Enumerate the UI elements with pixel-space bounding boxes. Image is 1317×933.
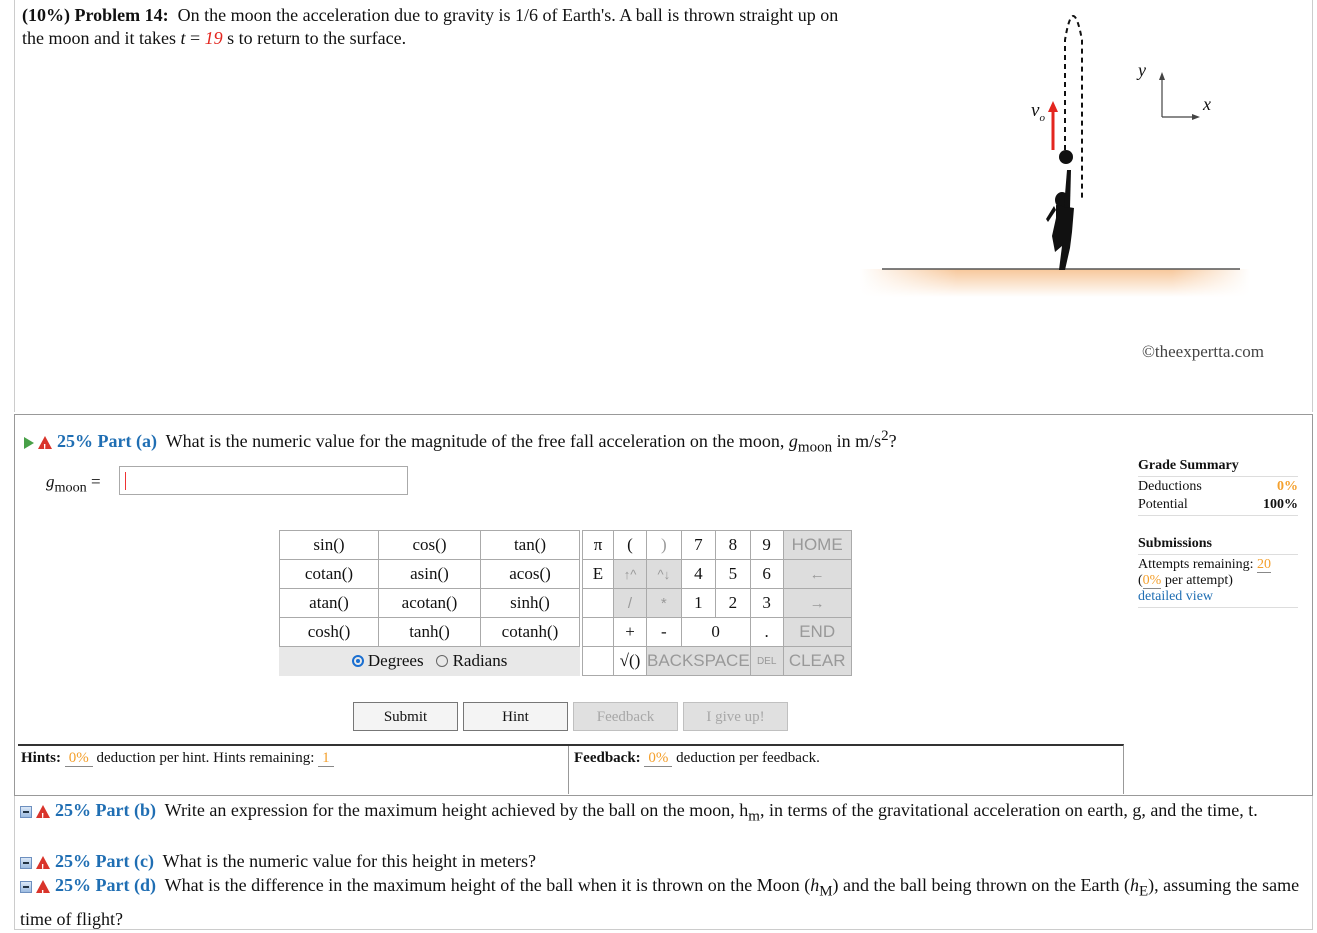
part-d-label: Part (d) [95, 875, 156, 895]
problem-weight: (10%) [22, 5, 70, 25]
pi-button[interactable]: π [583, 531, 614, 560]
left-arrow-button[interactable]: ← [783, 560, 851, 589]
expand-triangle-icon[interactable] [24, 437, 34, 449]
g-sub: moon [797, 439, 833, 456]
ball-throw-figure [860, 0, 1300, 300]
home-button[interactable]: HOME [783, 531, 851, 560]
part-a-question: What is the numeric value for the magnitude of the free fall acceleration on the moon, [165, 431, 789, 451]
backspace-button[interactable]: BACKSPACE [647, 647, 751, 676]
x-axis-label: x [1203, 94, 1211, 114]
acos-button[interactable]: acos() [481, 560, 580, 589]
problem-statement [22, 4, 842, 50]
part-a-percent: 25% [57, 431, 93, 451]
submit-button[interactable]: Submit [353, 702, 458, 731]
text-caret [125, 472, 126, 490]
digit-6-button[interactable]: 6 [750, 560, 783, 589]
radians-label: Radians [452, 651, 508, 670]
blank-key [583, 589, 614, 618]
grade-summary-title: Grade Summary [1138, 458, 1298, 477]
answer-label: $g_{moon}$ = [46, 472, 101, 496]
e-button[interactable]: E [583, 560, 614, 589]
attempts-remaining: 20 [1256, 557, 1271, 572]
feedback-text: Feedback: 0% deduction per feedback. [574, 750, 820, 766]
blank-key-2 [583, 618, 614, 647]
detailed-view-link[interactable]: detailed view [1138, 589, 1214, 604]
up-caret-button[interactable]: ↑^ [614, 560, 647, 589]
part-d: !25% Part (d) What is the difference in the maximum height of the ball when it is thrown on the Moon $(h_M)$ and the ball being thrown on the Earth $(h_E)$, assuming the same time of flight? [20, 872, 1310, 933]
give-up-button[interactable]: I give up! [683, 702, 788, 731]
hints-remaining: 1 [318, 750, 334, 767]
copyright: ©theexpertta.com [1142, 342, 1264, 361]
digit-7-button[interactable]: 7 [681, 531, 716, 560]
problem-text-1: On the moon the acceleration due to gravity is 1/6 of Earth's. A ball is thrown straight up on the moon and it takes [22, 5, 839, 48]
digit-0-button[interactable]: 0 [681, 618, 750, 647]
function-keypad [279, 530, 580, 676]
units: in m/s [832, 431, 882, 451]
right-arrow-button[interactable]: → [783, 589, 851, 618]
close-paren-button[interactable]: ) [647, 531, 682, 560]
answer-input[interactable] [119, 466, 408, 495]
minus-button[interactable]: - [647, 618, 682, 647]
end-button[interactable]: END [783, 618, 851, 647]
problem-number: Problem 14: [74, 5, 169, 25]
potential-value: 100% [1263, 497, 1298, 512]
hint-button[interactable]: Hint [463, 702, 568, 731]
digit-2-button[interactable]: 2 [716, 589, 751, 618]
part-a-label: Part (a) [97, 431, 157, 451]
remaining-parts-box [14, 796, 1313, 930]
hint-deduction: 0% [65, 750, 93, 767]
g-var: g [788, 431, 798, 451]
open-paren-button[interactable]: ( [614, 531, 647, 560]
cos-button[interactable]: cos() [379, 531, 481, 560]
digit-3-button[interactable]: 3 [750, 589, 783, 618]
radians-radio[interactable] [436, 655, 448, 667]
decimal-button[interactable]: . [750, 618, 783, 647]
blank-key-3 [583, 647, 614, 676]
cotanh-button[interactable]: cotanh() [481, 618, 580, 647]
warning-icon [38, 436, 52, 449]
cosh-button[interactable]: cosh() [280, 618, 379, 647]
divide-button[interactable]: / [614, 589, 647, 618]
t-value: 19 [204, 28, 223, 48]
digit-8-button[interactable]: 8 [716, 531, 751, 560]
t-variable: t [180, 28, 186, 48]
part-b-label: Part (b) [95, 800, 156, 820]
digit-1-button[interactable]: 1 [681, 589, 716, 618]
v0-label: $v_o$ [1031, 100, 1045, 124]
units-sup: 2 [881, 428, 889, 444]
grade-summary: Grade Summary Deductions 0% Potential 100% Submissions Attempts remaining: 20 (0% per attempt) detailed view [1138, 458, 1298, 608]
digit-5-button[interactable]: 5 [716, 560, 751, 589]
per-attempt-pct: 0% [1142, 573, 1162, 588]
digit-4-button[interactable]: 4 [681, 560, 716, 589]
thrower-figure [1046, 170, 1074, 270]
part-a-header: !25% Part (a) What is the numeric value for the magnitude of the free fall acceleration on the moon, $g_{moon}$ in $m/s^2$? [24, 424, 1124, 460]
numeric-keypad [582, 530, 852, 676]
plus-button[interactable]: + [614, 618, 647, 647]
equals: = [185, 28, 205, 48]
submissions-title: Submissions [1138, 536, 1212, 551]
part-c-label: Part (c) [95, 851, 154, 871]
sqrt-button[interactable]: √() [614, 647, 647, 676]
tan-button[interactable]: tan() [481, 531, 580, 560]
hints-text: Hints: 0% deduction per hint. Hints remaining: 1 [21, 750, 334, 767]
atan-button[interactable]: atan() [280, 589, 379, 618]
angle-mode-row [280, 647, 580, 676]
del-button[interactable]: DEL [750, 647, 783, 676]
acotan-button[interactable]: acotan() [379, 589, 481, 618]
tanh-button[interactable]: tanh() [379, 618, 481, 647]
degrees-label: Degrees [367, 651, 424, 670]
feedback-button[interactable]: Feedback [573, 702, 678, 731]
down-caret-button[interactable]: ^↓ [647, 560, 682, 589]
feedback-deduction: 0% [644, 750, 672, 767]
part-c: !25% Part (c) What is the numeric value for this height in meters? [20, 849, 1310, 873]
clear-button[interactable]: CLEAR [783, 647, 851, 676]
ball-shape [1059, 150, 1073, 164]
asin-button[interactable]: asin() [379, 560, 481, 589]
potential-label: Potential [1138, 497, 1188, 512]
digit-9-button[interactable]: 9 [750, 531, 783, 560]
part-b: !25% Part (b) Write an expression for the maximum height achieved by the ball on the moon, $h_m$, in terms of the gravitational acceleration on earth, g, and the time, t. [20, 798, 1310, 829]
deductions-label: Deductions [1138, 479, 1202, 494]
sinh-button[interactable]: sinh() [481, 589, 580, 618]
problem-text-2: s to return to the surface. [222, 28, 407, 48]
cotan-button[interactable]: cotan() [280, 560, 379, 589]
degrees-radio[interactable] [352, 655, 364, 667]
attempts-label: Attempts remaining: [1138, 557, 1257, 572]
sin-button[interactable]: sin() [280, 531, 379, 560]
multiply-button[interactable]: * [647, 589, 682, 618]
deductions-value: 0% [1277, 479, 1298, 494]
y-axis-label: y [1138, 60, 1146, 80]
